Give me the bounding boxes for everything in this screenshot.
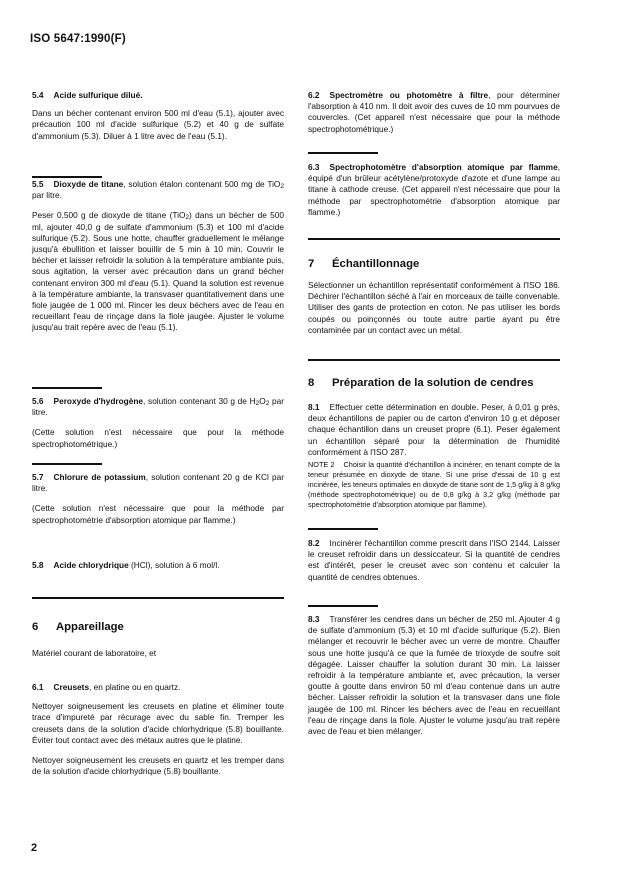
clause-5-5-body: Peser 0,500 g de dioxyde de titane (TiO$_2$) dans un bécher de 500 ml, ajouter 40,0 g de sulfate d'ammonium (5.3) et 100 ml d'acide sulfurique (5.2). Sous une hotte, chauffer graduellement le mélange jusqu'à ébullition et laisser bouillir de 5 min à 10 min. Couvrir le bécher et laisser refroidir la solution à la température ambiante puis, sous agitation, la verser avec précaution dans un grand bécher contenant environ 300 ml d'eau (5.1). Quand la solution est revenue à la température ambiante, la transvaser quantitativement dans une fiole jaugée de 1 000 ml. Rincer les deux béchers avec de l'eau en recueillant l'eau de rinçage dans la fiole jaugée. Ajuster le volume jusqu'au trait repère avec de l'eau (5.1).	[32, 210, 285, 333]
clause-5-5	[32, 179, 284, 334]
clause-6-2: 6.2 Spectromètre ou photomètre à filtre, pour déterminer l'absorption à 410 nm. Il doit avoir des cuves de 10 mm pourvues de couvercles. (Cet appareil n'est nécessaire que pour la méthode spectrophotométrique.)	[308, 90, 560, 134]
page-number: 2	[31, 842, 38, 854]
clause-8-1: 8.1 Effectuer cette détermination en double. Peser, à 0,01 g près, deux échantillons de papier ou de carton d'environ 10 g et déposer chaque échantillon dans un creuset propre (6.1). Peser également un échantillon séparé pour la détermination de l'humidité conformément à l'ISO 287.	[308, 402, 560, 457]
section-rule	[308, 528, 378, 530]
clause-5-6-body: (Cette solution n'est nécessaire que pour la méthode spectrophotométrique.)	[32, 427, 284, 449]
note-2: NOTE 2 Choisir la quantité d'échantillon à incinérer, en tenant compte de la teneur présumée en dioxyde de titane. Si une prise d'essai de 10 g est incinérée, les teneurs optimales en dioxyde de titane sont de 1,5 g/kg à 8 g/kg (méthode spectrophotométrique) ou de 0,8 g/kg à 3,2 g/kg (méthode par spectrophotométrie d'absorption atomique par flamme).	[308, 460, 560, 509]
section-7-heading: 7 Échantillonnage	[308, 258, 420, 270]
clause-8-2: 8.2 Incinérer l'échantillon comme prescrit dans l'ISO 2144. Laisser le creuset refroidir dans un dessiccateur. Si la quantité de cendres est d'intérêt, peser le creuset avec son contenu et calculer la quantité de cendres obtenues.	[308, 538, 560, 582]
clause-6-1-body-2: Nettoyer soigneusement les creusets en quartz et les tremper dans de la solution d'acide chlorhydrique (5.8) bouillante.	[32, 755, 284, 777]
section-rule	[32, 387, 102, 389]
clause-5-6-heading: 5.6 Peroxyde d'hydrogène, solution contenant 30 g de $H_2O_2$ par litre.	[32, 396, 284, 418]
clause-5-7-body: (Cette solution n'est nécessaire que pour la méthode par spectrophotométrie d'absorption atomique par flamme.)	[32, 503, 284, 525]
clause-6-3: 6.3 Spectrophotomètre d'absorption atomique par flamme, équipé d'un brûleur acétylène/protoxyde d'azote et d'une lampe au titane à cathode creuse. (Cet appareil n'est nécessaire que pour la méthode par spectrophotométrie d'absorption atomique par flamme.)	[308, 162, 560, 217]
section-8-heading: 8 Préparation de la solution de cendres	[308, 377, 534, 389]
section-rule	[32, 597, 284, 599]
clause-5-4-body: Dans un bécher contenant environ 500 ml d'eau (5.1), ajouter avec précaution 100 ml d'acide sulfurique (5.2) et 40 g de sulfate d'ammonium (5.3). Diluer à 1 litre avec de l'eau (5.1).	[32, 108, 284, 141]
section-rule	[32, 176, 102, 178]
clause-5-7	[32, 472, 284, 526]
section-rule	[308, 238, 560, 240]
clause-5-4-heading: 5.4 Acide sulfurique dilué.	[32, 90, 143, 100]
clause-5-5-heading: 5.5 Dioxyde de titane, solution étalon contenant 500 mg de TiO$_2$ par litre.	[32, 179, 285, 201]
document-id: ISO 5647:1990(F)	[30, 33, 126, 45]
clause-5-8	[32, 560, 284, 571]
section-rule	[308, 605, 378, 607]
section-6-intro: Matériel courant de laboratoire, et	[32, 648, 157, 658]
clause-5-7-heading: 5.7 Chlorure de potassium, solution contenant 20 g de KCl par litre.	[32, 472, 285, 494]
clause-6-1-heading: 6.1 Creusets, en platine ou en quartz.	[32, 682, 181, 692]
section-rule	[308, 359, 560, 361]
clause-5-6	[32, 396, 284, 450]
clause-5-4	[32, 90, 284, 142]
clause-6-1-body-1: Nettoyer soigneusement les creusets en platine et éliminer toute trace d'impureté par récurage avec du sable fin. Tremper les creusets dans de la solution d'acide chlorhydrique (5.8) bouillante. Éviter tout contact avec des métaux autres que le platine.	[32, 701, 284, 745]
section-7-body: Sélectionner un échantillon représentatif conformément à l'ISO 186. Déchirer l'échantillon séché à l'air en morceaux de taille convenable. Utiliser des gants de protection en coton. Ne pas utiliser les bords coupés ou poinçonnés ou toute autre partie ayant pu être contaminée par un contact avec un métal.	[308, 280, 560, 335]
section-rule	[308, 152, 378, 154]
section-rule	[32, 463, 102, 465]
clause-8-3: 8.3 Transférer les cendres dans un bécher de 250 ml. Ajouter 4 g de sulfate d'ammonium (5.3) et 10 ml d'acide sulfurique (5.2). Bien mélanger et recouvrir le bécher avec un verre de montre. Chauffer sous une hotte jusqu'à ce que la fumée de trioxyde de soufre soit dégagée. Laisser chauffer la solution durant 30 min. La laisser refroidir à la température ambiante et, avec précaution, la verser goutte à goutte dans environ 50 ml d'eau contenue dans un autre bécher. Laisser refroidir la solution et la transvaser dans une fiole jaugée de 100 ml. Rincer les béchers avec de l'eau en recueillant l'eau de rinçage dans la fiole. Ajuster le volume jusqu'au trait repère avec de l'eau et bien mélanger.	[308, 614, 560, 737]
clause-6-1	[32, 682, 284, 777]
section-6-heading: 6 Appareillage	[32, 621, 124, 633]
clause-5-8-heading: 5.8 Acide chlorydrique (HCl), solution à 6 mol/l.	[32, 560, 220, 570]
